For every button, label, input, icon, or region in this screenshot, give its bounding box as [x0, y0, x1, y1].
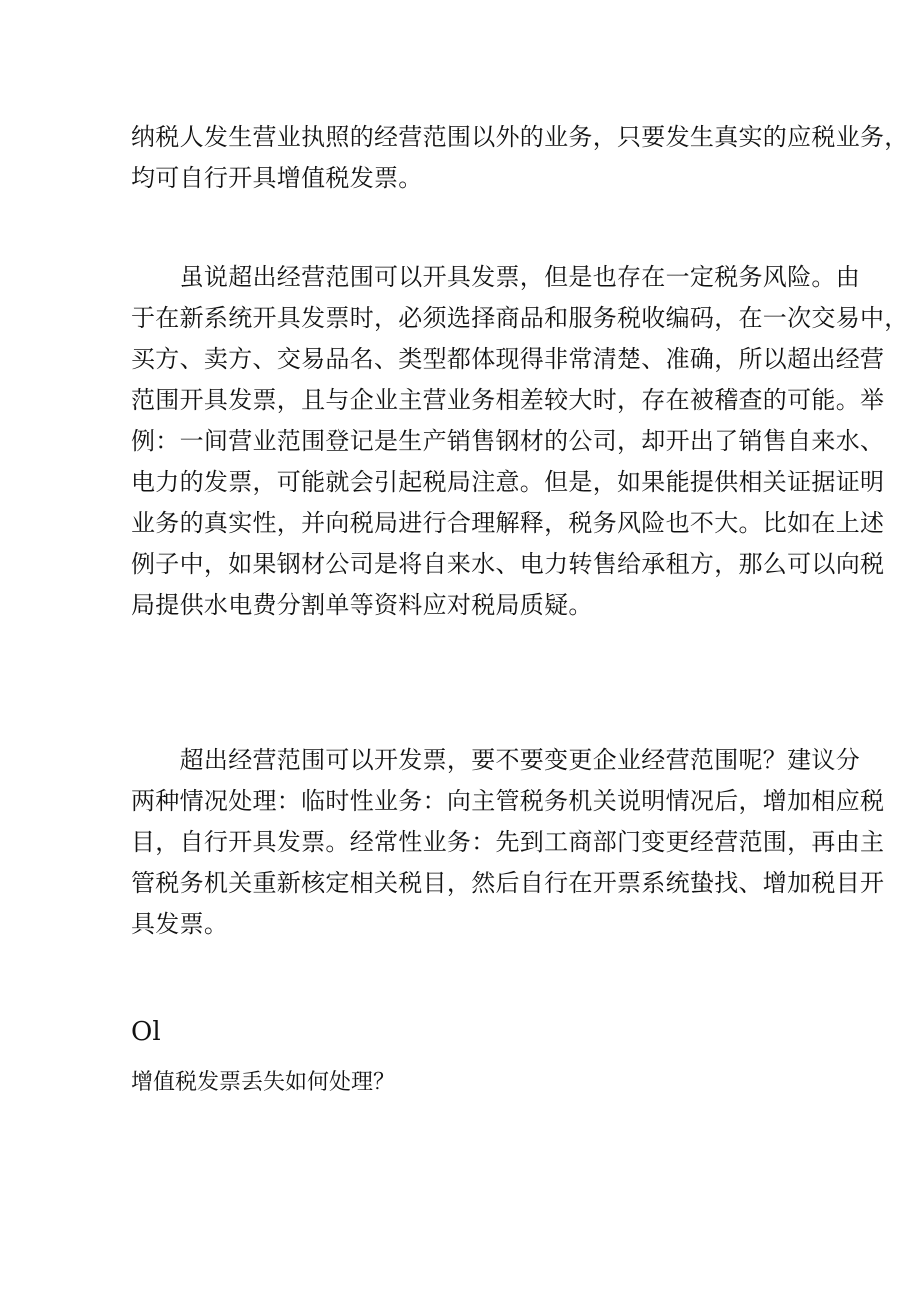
paragraph-line: 目，自行开具发票。经常性业务：先到工商部门变更经营范围，再由主 — [131, 828, 885, 856]
paragraph-tax-risk — [131, 257, 909, 626]
paragraph-line: 范围开具发票，且与企业主营业务相差较大时，存在被稽查的可能。举 — [131, 386, 885, 414]
paragraph-line: 于在新系统开具发票时，必须选择商品和服务税收编码，在一次交易中， — [131, 304, 909, 332]
section-title: 增值税发票丢失如何处理？ — [131, 1070, 396, 1095]
paragraph-line: 虽说超出经营范围可以开具发票，但是也存在一定税务风险。由 — [131, 263, 860, 291]
paragraph-line: 管税务机关重新核定相关税目，然后自行在开票系统蛰找、增加税目开 — [131, 869, 885, 897]
paragraph-line: 两种情况处理：临时性业务：向主管税务机关说明情况后，增加相应税 — [131, 787, 885, 815]
paragraph-line: 具发票。 — [131, 910, 229, 938]
section-number: Ol — [131, 1017, 161, 1047]
paragraph-line: 均可自行开具增值税发票。 — [131, 164, 423, 192]
paragraph-change-business-scope — [131, 740, 885, 945]
paragraph-line: 纳税人发生营业执照的经营范围以外的业务，只要发生真实的应税业务， — [131, 123, 909, 151]
paragraph-invoice-outside-scope — [131, 117, 909, 199]
paragraph-line: 电力的发票，可能就会引起税局注意。但是，如果能提供相关证据证明 — [131, 468, 885, 496]
paragraph-line: 超出经营范围可以开发票，要不要变更企业经营范围呢？建议分 — [131, 746, 860, 774]
paragraph-line: 例：一间营业范围登记是生产销售钢材的公司，却开出了销售自来水、 — [131, 427, 885, 455]
paragraph-line: 业务的真实性，并向税局进行合理解释，税务风险也不大。比如在上述 — [131, 509, 885, 537]
paragraph-line: 例子中，如果钢材公司是将自来水、电力转售给承租方，那么可以向税 — [131, 550, 885, 578]
paragraph-line: 买方、卖方、交易品名、类型都体现得非常清楚、准确，所以超出经营 — [131, 345, 885, 373]
paragraph-line: 局提供水电费分割单等资料应对税局质疑。 — [131, 591, 593, 619]
